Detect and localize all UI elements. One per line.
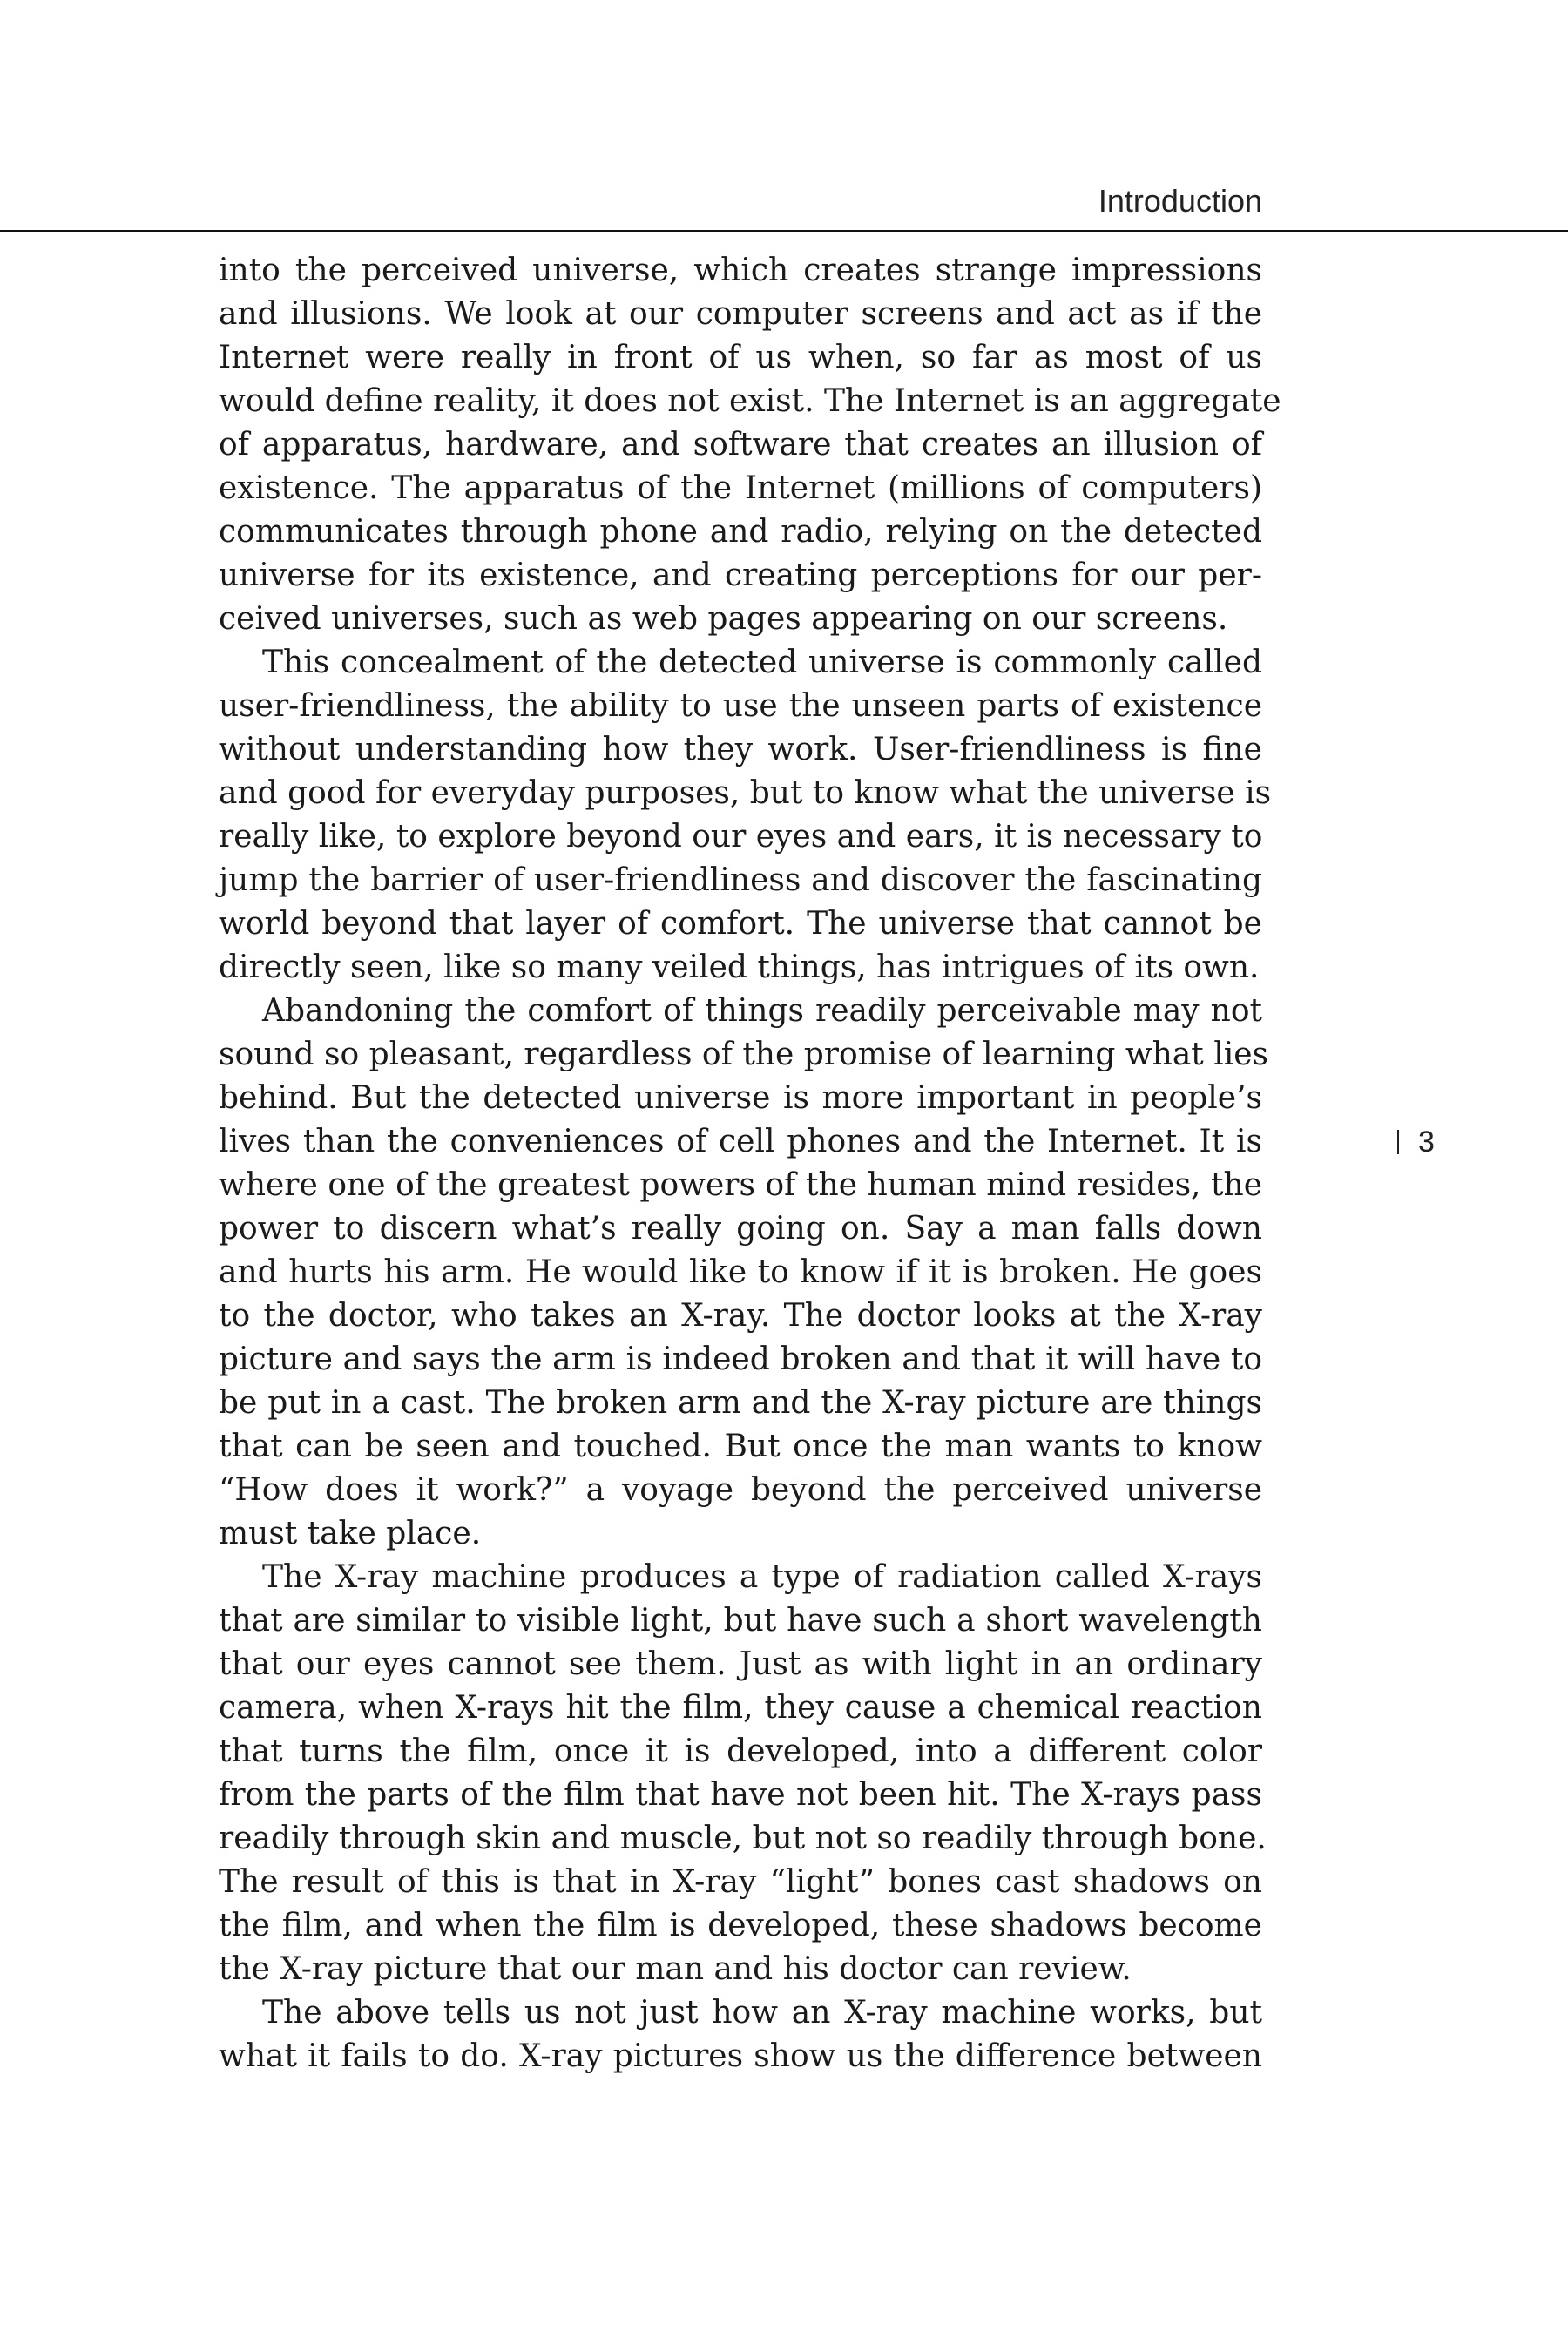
- text-line: “How does it work?” a voyage beyond the perceived universe: [219, 1472, 1262, 1508]
- text-line: camera, when X-rays hit the film, they cause a chemical reaction: [219, 1690, 1262, 1726]
- text-line: from the parts of the film that have not been hit. The X-rays pass: [219, 1777, 1262, 1813]
- text-line: that can be seen and touched. But once the man wants to know: [219, 1429, 1262, 1464]
- text-line: what it fails to do. X-ray pictures show us the difference between: [219, 2038, 1262, 2074]
- text-line: would define reality, it does not exist. The Internet is an aggregate: [219, 383, 1281, 419]
- text-line: lives than the conveniences of cell phones and the Internet. It is: [219, 1124, 1262, 1159]
- paragraph-first-line: The X-ray machine produces a type of radiation called X-rays: [262, 1559, 1262, 1595]
- text-line: readily through skin and muscle, but not so readily through bone.: [219, 1821, 1267, 1856]
- text-line: ceived universes, such as web pages appearing on our screens.: [219, 601, 1228, 637]
- text-line: the X-ray picture that our man and his doctor can review.: [219, 1951, 1132, 1987]
- page-number: [1397, 1125, 1435, 1159]
- text-line: really like, to explore beyond our eyes and ears, it is necessary to: [219, 819, 1263, 855]
- text-line: sound so pleasant, regardless of the promise of learning what lies: [219, 1037, 1269, 1072]
- text-line: must take place.: [219, 1516, 482, 1551]
- text-line: of apparatus, hardware, and software that creates an illusion of: [219, 427, 1262, 463]
- running-head: Introduction: [1098, 183, 1262, 219]
- text-line: user-friendliness, the ability to use the unseen parts of existence: [219, 688, 1262, 724]
- text-line: directly seen, like so many veiled things, has intrigues of its own.: [219, 950, 1260, 985]
- page-number-text: 3: [1418, 1125, 1435, 1159]
- text-line: that our eyes cannot see them. Just as with light in an ordinary: [219, 1646, 1262, 1682]
- text-line: and good for everyday purposes, but to know what the universe is: [219, 775, 1272, 811]
- text-line: without understanding how they work. User-friendliness is fine: [219, 732, 1262, 767]
- text-line: the film, and when the film is developed, these shadows become: [219, 1908, 1262, 1943]
- text-line: and hurts his arm. He would like to know if it is broken. He goes: [219, 1254, 1262, 1290]
- text-line: existence. The apparatus of the Internet (millions of computers): [219, 470, 1262, 506]
- text-line: The result of this is that in X-ray “light” bones cast shadows on: [219, 1864, 1262, 1900]
- paragraph-first-line: This concealment of the detected universe is commonly called: [262, 645, 1262, 680]
- text-line: picture and says the arm is indeed broken and that it will have to: [219, 1342, 1262, 1377]
- text-line: behind. But the detected universe is more important in people’s: [219, 1080, 1262, 1116]
- text-line: and illusions. We look at our computer screens and act as if the: [219, 296, 1262, 332]
- folio-divider: [1397, 1130, 1399, 1154]
- text-line: universe for its existence, and creating perceptions for our per-: [219, 558, 1262, 593]
- text-line: where one of the greatest powers of the human mind resides, the: [219, 1167, 1262, 1203]
- text-line: that are similar to visible light, but have such a short wavelength: [219, 1603, 1262, 1639]
- text-line: power to discern what’s really going on. Say a man falls down: [219, 1211, 1262, 1247]
- text-line: that turns the film, once it is developed, into a different color: [219, 1734, 1262, 1769]
- text-line: Internet were really in front of us when, so far as most of us: [219, 340, 1262, 375]
- text-line: be put in a cast. The broken arm and the X-ray picture are things: [219, 1385, 1262, 1421]
- text-line: world beyond that layer of comfort. The universe that cannot be: [219, 906, 1262, 942]
- text-line: to the doctor, who takes an X-ray. The doctor looks at the X-ray: [219, 1298, 1262, 1334]
- paragraph-first-line: The above tells us not just how an X-ray machine works, but: [262, 1995, 1262, 2031]
- text-line: jump the barrier of user-friendliness and discover the fascinating: [219, 862, 1262, 898]
- text-line: into the perceived universe, which creates strange impressions: [219, 253, 1262, 288]
- paragraph-first-line: Abandoning the comfort of things readily perceivable may not: [262, 993, 1262, 1029]
- header-rule: [0, 230, 1568, 232]
- body-text: [219, 249, 1281, 2078]
- text-line: communicates through phone and radio, relying on the detected: [219, 514, 1262, 550]
